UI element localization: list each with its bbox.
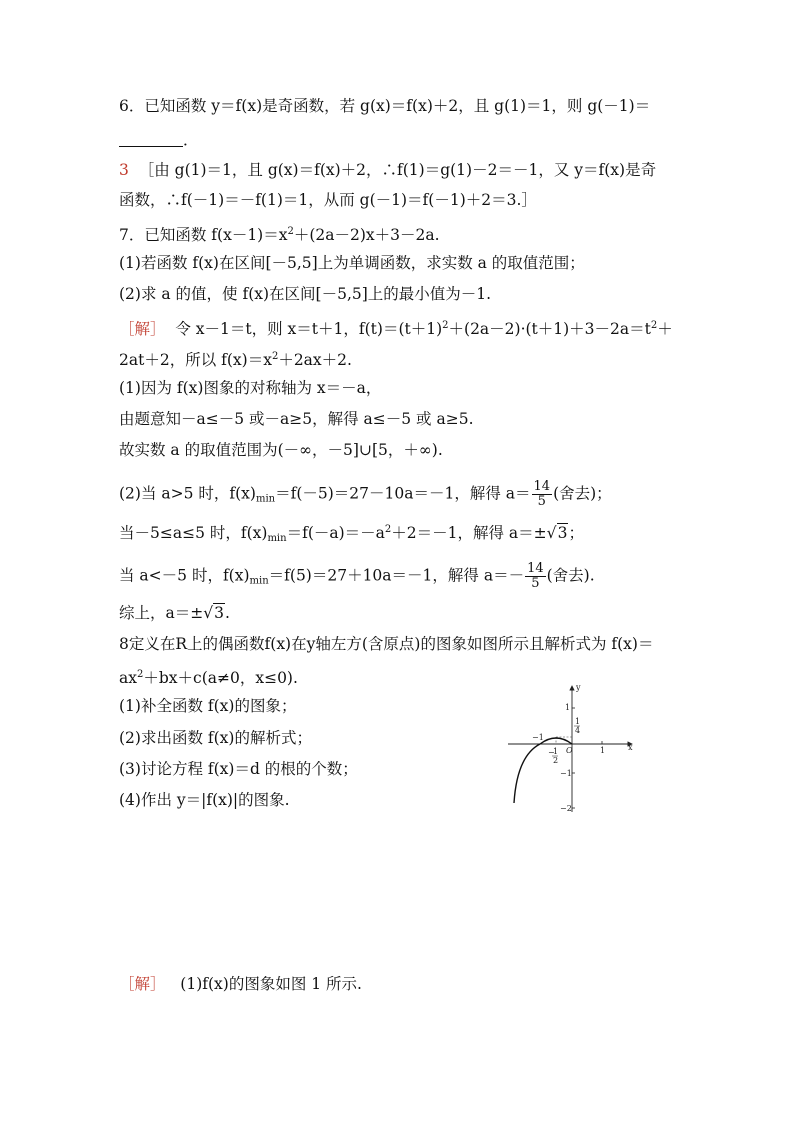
q6-end: ． <box>183 131 199 149</box>
superscript: 2 <box>650 320 658 331</box>
q6-text: 6．已知函数 y＝f(x)是奇函数，若 g(x)＝f(x)＋2，且 g(1)＝1，则 g(－1)＝ <box>119 97 651 115</box>
q8-p2: (2)求出函数 f(x)的解析式； <box>119 729 312 747</box>
tick-label-quarter-num: 1 <box>575 717 581 726</box>
q7-solution-line5 <box>119 440 443 460</box>
x-axis-label: x <box>628 743 633 752</box>
q7-s6c: (舍去)； <box>553 484 612 503</box>
q6-solution-text2: 函数，∴f(－1)＝－f(1)＝1，从而 g(－1)＝f(－1)＋2＝3.］ <box>119 191 537 209</box>
q8-part2 <box>119 728 312 748</box>
numerator: 14 <box>533 479 551 494</box>
q7-s5: 故实数 a 的取值范围为(－∞，－5]∪[5，＋∞). <box>119 441 443 459</box>
y-axis-label: y <box>576 683 581 692</box>
q7-title-post: ＋(2a－2)x＋3－2a. <box>293 226 440 244</box>
q7-s4: 由题意知－a≤－5 或－a≥5，解得 a≤－5 或 a≥5. <box>119 410 474 428</box>
subscript-min: min <box>267 533 287 544</box>
answer-blank <box>119 132 183 147</box>
q8-title-line1 <box>119 634 653 654</box>
superscript: 2 <box>271 351 279 362</box>
q6-solution-text1: ［由 g(1)＝1，且 g(x)＝f(x)＋2，∴f(1)＝g(1)－2＝－1，又 y＝f(x)是奇 <box>138 161 657 179</box>
q8-p4: (4)作出 y＝|f(x)|的图象. <box>119 791 290 809</box>
q7-solution-line2 <box>119 347 352 370</box>
q8-p1: (1)补全函数 f(x)的图象； <box>119 697 297 715</box>
fraction-14-5 <box>525 562 546 591</box>
q7-s7b: ＝f(－a)＝－a <box>286 524 385 542</box>
q7-s2a: 2at＋2，所以 f(x)＝x <box>119 351 272 369</box>
numerator: 14 <box>527 561 544 576</box>
q7-s1b: ＋(2a－2)·(t＋1)＋3－2a＝t <box>448 320 651 338</box>
q7-s6a: (2)当 a>5 时，f(x) <box>119 484 256 503</box>
q8-part1 <box>119 696 296 716</box>
denominator: 5 <box>537 494 546 509</box>
subscript-min: min <box>255 493 276 505</box>
q7-s8a: 当 a<－5 时，f(x) <box>119 566 250 585</box>
q7-s1c: ＋ <box>657 320 673 338</box>
q7-s7c: ＋2＝－1，解得 a＝± <box>391 524 547 542</box>
solution-marker: ［解］ <box>119 975 166 993</box>
q7-s9a: 综上，a＝± <box>119 604 204 622</box>
q7-part1-text: (1)若函数 f(x)在区间[－5,5]上为单调函数，求实数 a 的取值范围； <box>119 254 585 272</box>
sqrt-3: √3 <box>203 604 224 622</box>
q7-solution-line1 <box>119 316 673 339</box>
radicand: 3 <box>557 524 568 542</box>
q6-answer: 3 <box>119 161 129 179</box>
fraction-14-5 <box>532 480 553 509</box>
superscript: 2 <box>384 524 392 535</box>
solution-marker: ［解］ <box>119 320 166 338</box>
tick-label-y1: 1 <box>565 703 571 712</box>
q8-part3 <box>119 759 358 779</box>
q6-solution-line2 <box>119 190 537 210</box>
denominator: 5 <box>531 576 540 591</box>
q7-title <box>119 222 440 245</box>
q8-t1: 8定义在R上的偶函数f(x)在y轴左方(含原点)的图象如图所示且解析式为 f(x)＝ <box>119 635 654 653</box>
q7-s7a: 当－5≤a≤5 时，f(x) <box>119 524 268 542</box>
tick-label-xm1: −1 <box>532 733 544 742</box>
q7-s2b: ＋2ax＋2. <box>278 351 352 369</box>
origin-label: O <box>566 746 573 755</box>
q8-part4 <box>119 790 290 810</box>
q7-s9b: . <box>225 604 230 622</box>
q8-p3: (3)讨论方程 f(x)＝d 的根的个数； <box>119 760 358 778</box>
q7-solution-line3 <box>119 378 381 398</box>
q7-solution-line8 <box>119 562 595 592</box>
q7-s7d: ； <box>568 524 584 542</box>
subscript-min: min <box>249 575 269 587</box>
q8-ans1: (1)f(x)的图象如图 1 所示. <box>180 975 362 993</box>
q7-solution-line6 <box>119 480 612 510</box>
q7-s8c: (舍去). <box>546 566 595 585</box>
q6-question <box>119 96 650 116</box>
q7-part1 <box>119 253 585 273</box>
q7-title-pre: 7．已知函数 f(x－1)＝x <box>119 226 288 244</box>
q8-solution-line1 <box>119 974 362 994</box>
q8-title-line2 <box>119 665 298 688</box>
q7-solution-line4 <box>119 409 474 429</box>
q6-solution-line1 <box>119 160 656 180</box>
tick-label-half-den: 2 <box>553 756 559 765</box>
tick-label-half-sign: − <box>548 748 555 757</box>
tick-label-ym2: −2 <box>560 804 572 813</box>
tick-label-half-num: 1 <box>553 747 559 756</box>
tick-label-ym1: −1 <box>560 769 572 778</box>
q7-part2 <box>119 284 491 304</box>
radicand: 3 <box>214 604 224 622</box>
q6-blank-line <box>119 130 199 150</box>
q7-conclusion <box>119 603 230 623</box>
q7-s1a: 令 x－1＝t，则 x＝t＋1，f(t)＝(t＋1) <box>175 320 443 338</box>
tick-label-x1: 1 <box>600 746 606 755</box>
superscript: 2 <box>136 669 144 680</box>
q7-s8b: ＝f(5)＝27＋10a＝－1，解得 a＝－ <box>268 566 525 585</box>
function-graph <box>500 682 640 818</box>
superscript: 2 <box>442 320 449 331</box>
q7-solution-line7 <box>119 520 584 549</box>
q8-t2a: ax <box>119 669 137 687</box>
q7-part2-text: (2)求 a 的值，使 f(x)在区间[－5,5]上的最小值为－1. <box>119 285 492 303</box>
q7-s3: (1)因为 f(x)图象的对称轴为 x＝－a， <box>119 379 382 397</box>
superscript: 2 <box>287 226 294 237</box>
sqrt-3: √3 <box>546 524 568 542</box>
q7-s6b: ＝f(－5)＝27－10a＝－1，解得 a＝ <box>275 484 531 503</box>
q8-t2b: ＋bx＋c(a≠0，x≤0). <box>143 669 298 687</box>
tick-label-quarter-den: 4 <box>575 726 581 735</box>
